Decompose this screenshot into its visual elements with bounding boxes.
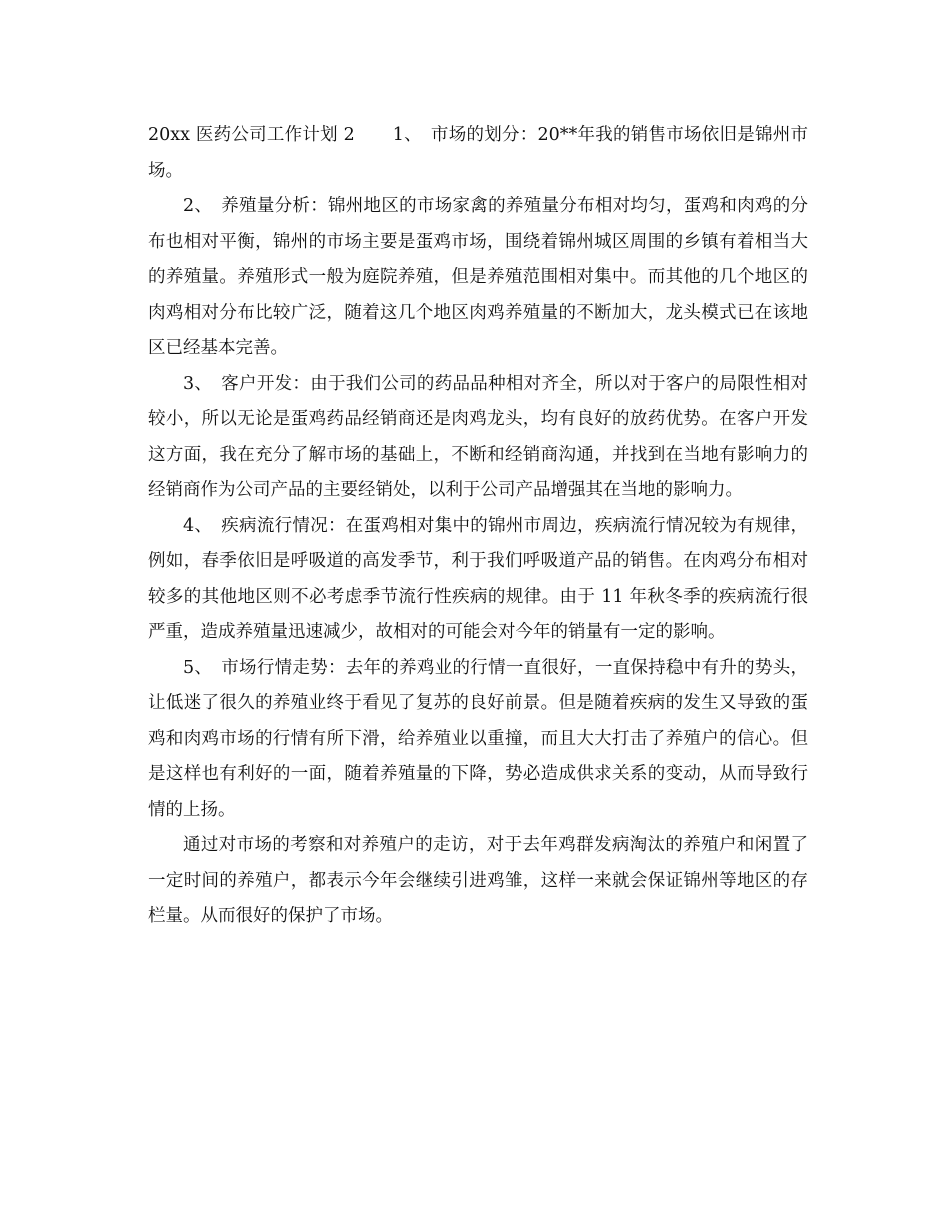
paragraph-3: 3、 客户开发：由于我们公司的药品品种相对齐全，所以对于客户的局限性相对较小，所以无论是蛋鸡药品经销商还是肉鸡龙头，均有良好的放药优势。在客户开发这方面，我在充分了解市场的基础上，不断和经销商沟通，并找到在当地有影响力的经销商作为公司产品的主要经销处，以利于公司产品增强其在当地的影响力。 bbox=[148, 373, 808, 500]
paragraph-2: 2、 养殖量分析：锦州地区的市场家禽的养殖量分布相对均匀，蛋鸡和肉鸡的分布也相对平衡，锦州的市场主要是蛋鸡市场，围绕着锦州城区周围的乡镇有着相当大的养殖量。养殖形式一般为庭院养殖，但是养殖范围相对集中。而其他的几个地区的肉鸡相对分布比较广泛，随着这几个地区肉鸡养殖量的不断加大，龙头模式已在该地区已经基本完善。 bbox=[148, 196, 808, 358]
paragraph-5: 5、 市场行情走势：去年的养鸡业的行情一直很好，一直保持稳中有升的势头，让低迷了很久的养殖业终于看见了复苏的良好前景。但是随着疾病的发生又导致的蛋鸡和肉鸡市场的行情有所下滑，给养殖业以重撞，而且大大打击了养殖户的信心。但是这样也有利好的一面，随着养殖量的下降，势必造成供求关系的变动，从而导致行情的上扬。 bbox=[148, 657, 808, 820]
paragraph-1: 1、 市场的划分：20**年我的销售市场依旧是锦州市场。 bbox=[148, 125, 808, 181]
document-title: 20xx 医药公司工作计划 2 bbox=[148, 125, 355, 145]
paragraph-4: 4、 疾病流行情况：在蛋鸡相对集中的锦州市周边，疾病流行情况较为有规律，例如，春季依旧是呼吸道的高发季节，利于我们呼吸道产品的销售。在肉鸡分布相对较多的其他地区则不必考虑季节流行性疾病的规律。由于 11 年秋冬季的疾病流行很严重，造成养殖量迅速减少，故相对的可能会对今年的销量有一定的影响。 bbox=[148, 515, 808, 642]
document-body bbox=[148, 118, 808, 935]
first-line bbox=[148, 118, 808, 189]
paragraph-6: 通过对市场的考察和对养殖户的走访，对于去年鸡群发病淘汰的养殖户和闲置了一定时间的养殖户，都表示今年会继续引进鸡雏，这样一来就会保证锦州等地区的存栏量。从而很好的保护了市场。 bbox=[148, 835, 808, 926]
